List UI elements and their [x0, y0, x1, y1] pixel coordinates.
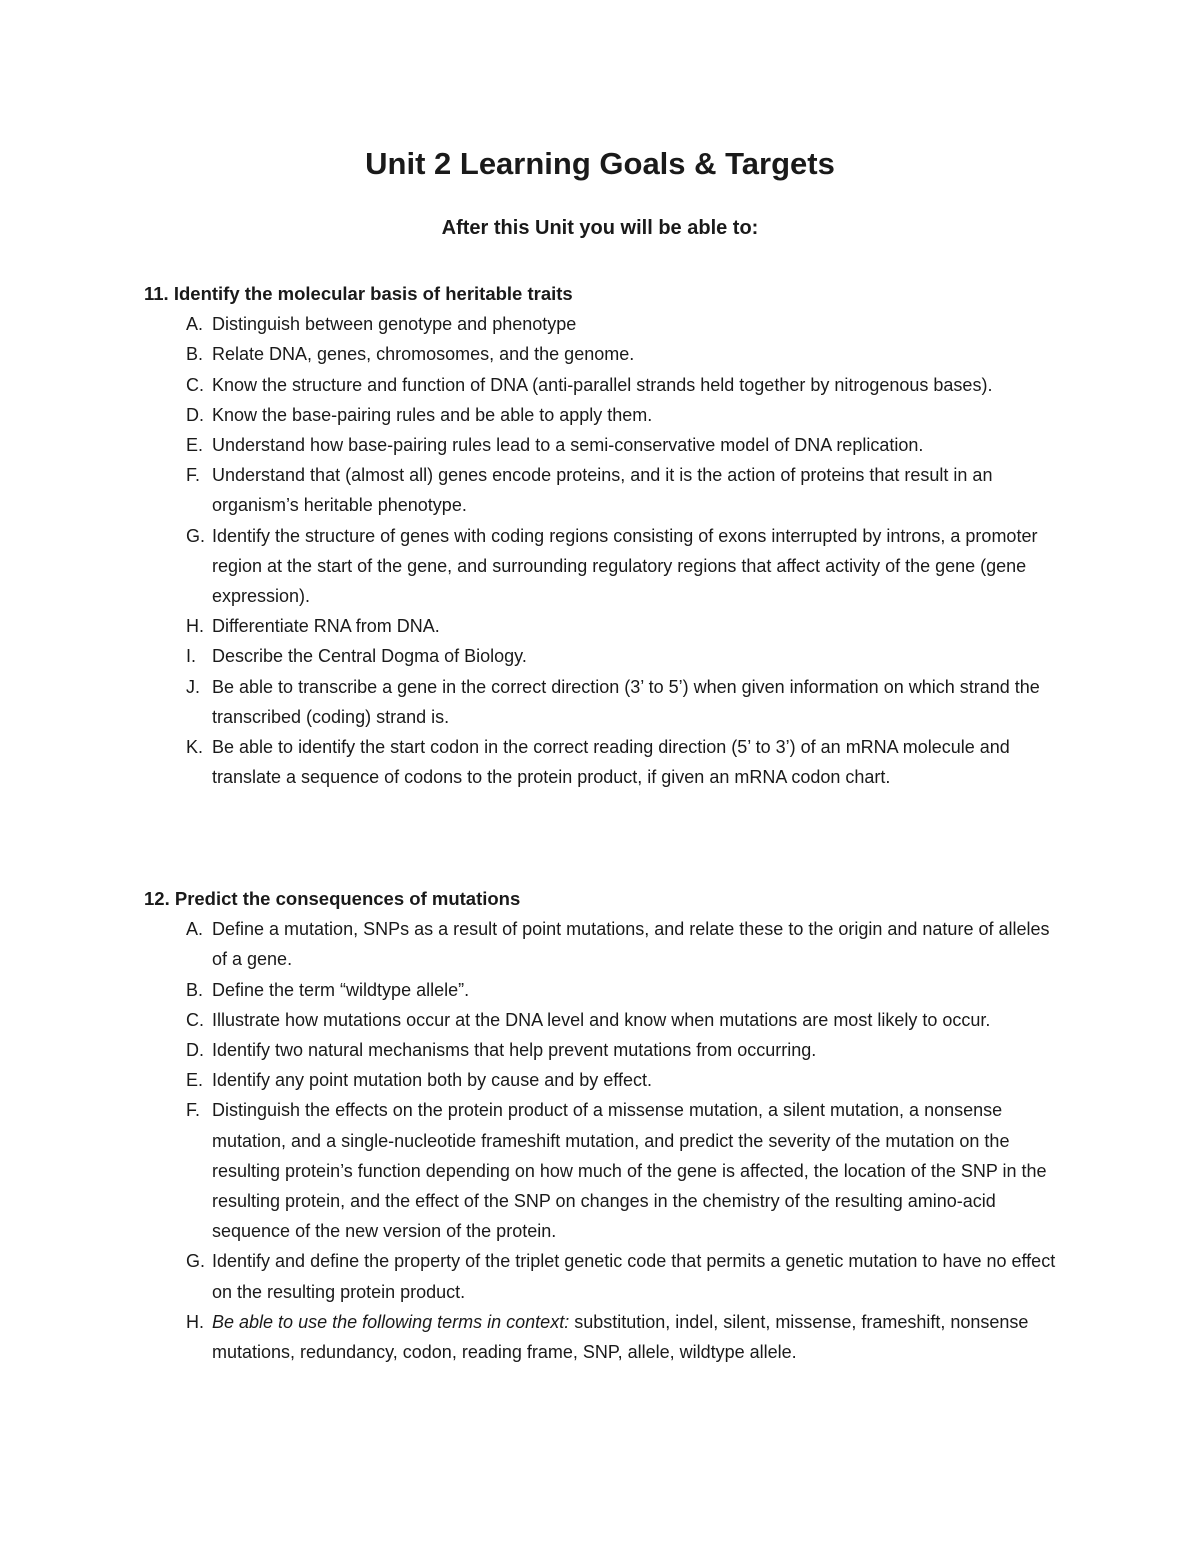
item-text: Identify and define the property of the triplet genetic code that permits a genetic mutation to have no effect on the resulting protein product. — [212, 1251, 1056, 1302]
list-item — [144, 914, 1064, 974]
item-text: Identify any point mutation both by cause and by effect. — [212, 1070, 652, 1091]
section-heading: 11. Identify the molecular basis of heritable traits — [144, 283, 573, 304]
item-text: Illustrate how mutations occur at the DNA level and know when mutations are most likely to occur. — [212, 1009, 991, 1030]
item-text: substitution, indel, silent, missense, frameshift, nonsense mutations, redundancy, codon, reading frame, SNP, allele, wildtype allele. — [212, 1311, 1029, 1363]
list-item — [144, 732, 1064, 792]
item-text: Define a mutation, SNPs as a result of point mutations, and relate these to the origin and nature of alleles of a gene. — [212, 919, 1050, 970]
item-letter: E. — [186, 435, 204, 456]
section-molecular-basis — [144, 279, 1064, 792]
item-letter: E. — [186, 1070, 204, 1091]
item-letter: B. — [186, 344, 204, 365]
list-item — [144, 1065, 1064, 1095]
item-text: Identify the structure of genes with coding regions consisting of exons interrupted by introns, a promoter region at the start of the gene, and surrounding regulatory regions that affect activity of the gene (gene expression). — [212, 525, 1038, 607]
list-item — [144, 611, 1064, 641]
list-item — [144, 1005, 1064, 1035]
list-item — [144, 1307, 1064, 1367]
item-emphasis: Be able to use the following terms in context: — [212, 1311, 570, 1332]
item-letter: F. — [186, 1100, 201, 1121]
item-letter: G. — [186, 1251, 206, 1272]
item-text: Understand that (almost all) genes encode proteins, and it is the action of proteins that result in an organism’s heritable phenotype. — [212, 465, 993, 516]
list-item — [144, 521, 1064, 612]
item-letter: B. — [186, 979, 204, 1000]
list-item — [144, 672, 1064, 732]
list-item — [144, 430, 1064, 460]
item-text: Relate DNA, genes, chromosomes, and the genome. — [212, 344, 635, 365]
list-item — [144, 975, 1064, 1005]
list-item — [144, 460, 1064, 520]
goal-list — [144, 914, 1064, 1367]
item-text: Distinguish the effects on the protein product of a missense mutation, a silent mutation, a nonsense mutation, and a single-nucleotide frameshift mutation, and predict the severity of the mutation on the resulting protein’s function depending on how much of the gene is affected, the location of the SNP in the resulting protein, and the effect of the SNP on changes in the chemistry of the resulting amino-acid sequence of the new version of the protein. — [212, 1100, 1047, 1242]
item-text: Define the term “wildtype allele”. — [212, 979, 470, 1000]
item-text: Distinguish between genotype and phenotype — [212, 314, 577, 335]
list-item — [144, 1095, 1064, 1246]
item-text: Be able to transcribe a gene in the correct direction (3’ to 5’) when given information on which strand the transcribed (coding) strand is. — [212, 676, 1040, 727]
list-item — [144, 339, 1064, 369]
list-item — [144, 370, 1064, 400]
item-letter: J. — [186, 676, 201, 697]
item-letter: A. — [186, 314, 204, 335]
item-text: Be able to identify the start codon in the correct reading direction (5’ to 3’) of an mRNA molecule and translate a sequence of codons to the protein product, if given an mRNA codon chart. — [212, 737, 1010, 788]
item-letter: A. — [186, 919, 204, 940]
item-letter: C. — [186, 1009, 204, 1030]
item-text: Differentiate RNA from DNA. — [212, 616, 440, 637]
item-letter: C. — [186, 374, 204, 395]
item-letter: I. — [186, 646, 197, 667]
list-item — [144, 400, 1064, 430]
item-text: Identify two natural mechanisms that help prevent mutations from occurring. — [212, 1040, 817, 1061]
section-mutations — [144, 884, 1064, 1367]
item-letter: H. — [186, 1311, 204, 1332]
goal-list — [144, 309, 1064, 792]
item-letter: K. — [186, 737, 204, 758]
item-letter: H. — [186, 616, 204, 637]
list-item — [144, 1035, 1064, 1065]
section-heading: 12. Predict the consequences of mutations — [144, 888, 521, 909]
item-text: Understand how base-pairing rules lead to a semi-conservative model of DNA replication. — [212, 435, 924, 456]
list-item — [144, 309, 1064, 339]
item-letter: D. — [186, 1040, 204, 1061]
item-letter: D. — [186, 404, 204, 425]
item-text: Know the structure and function of DNA (anti-parallel strands held together by nitrogenous bases). — [212, 374, 993, 395]
list-item — [144, 641, 1064, 671]
item-letter: G. — [186, 525, 206, 546]
document-title: Unit 2 Learning Goals & Targets — [365, 146, 835, 181]
document-subtitle: After this Unit you will be able to: — [441, 217, 759, 239]
item-text: Know the base-pairing rules and be able to apply them. — [212, 404, 653, 425]
item-text: Describe the Central Dogma of Biology. — [212, 646, 527, 667]
list-item — [144, 1246, 1064, 1306]
item-letter: F. — [186, 465, 201, 486]
